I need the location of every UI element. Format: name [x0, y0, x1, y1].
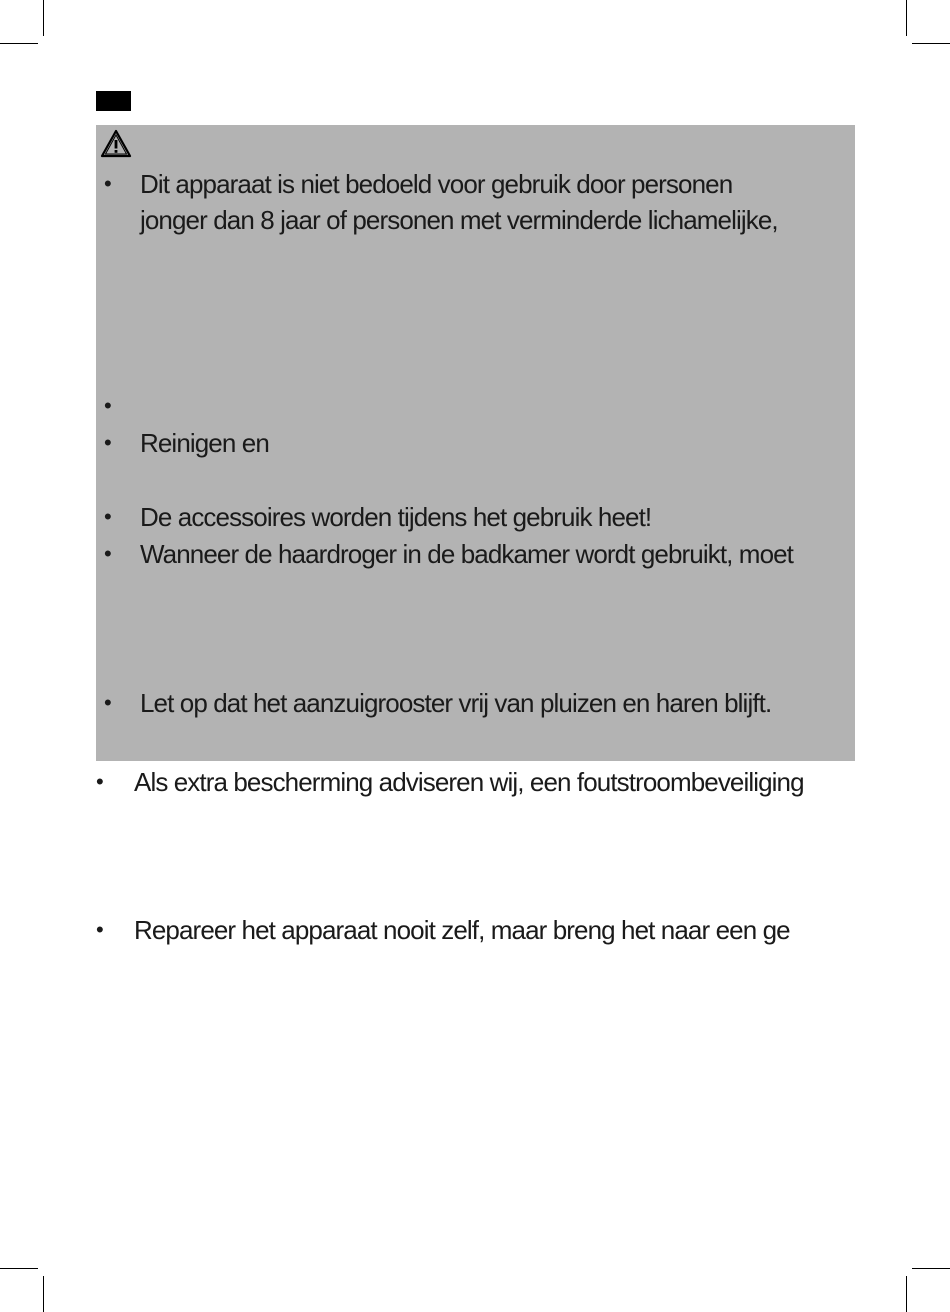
list-item — [140, 425, 269, 461]
bullet: • — [104, 171, 112, 196]
list-item-line: Let op dat het aanzuigrooster vrij van pluizen en haren blijft. — [140, 688, 772, 718]
list-item — [134, 912, 790, 948]
list-item-line: jonger dan 8 jaar of personen met verminderde lichamelijke, — [140, 205, 778, 235]
crop-mark — [0, 43, 38, 44]
bullet: • — [104, 393, 112, 418]
bullet: • — [104, 430, 112, 455]
list-item — [140, 536, 793, 572]
list-item — [140, 685, 771, 721]
bullet: • — [104, 504, 112, 529]
list-item-line: Als extra bescherming adviseren wij, een foutstroombeveiliging — [134, 767, 804, 797]
crop-mark — [906, 0, 907, 36]
crop-mark — [43, 0, 44, 36]
crop-mark — [0, 1268, 38, 1269]
list-item-line: Reinigen en — [140, 428, 269, 458]
bullet: • — [104, 690, 112, 715]
list-item — [140, 499, 651, 535]
list-item — [140, 166, 778, 238]
bullet: • — [96, 769, 104, 794]
language-tab-marker — [96, 91, 131, 111]
list-item — [134, 764, 804, 800]
list-item-line: Dit apparaat is niet bedoeld voor gebruik door personen — [140, 169, 733, 199]
crop-mark — [906, 1276, 907, 1312]
list-item-line: Wanneer de haardroger in de badkamer wordt gebruikt, moet — [140, 539, 794, 569]
crop-mark — [43, 1276, 44, 1312]
bullet: • — [96, 917, 104, 942]
list-item-line: Repareer het apparaat nooit zelf, maar breng het naar een ge — [134, 915, 790, 945]
crop-mark — [912, 1268, 950, 1269]
crop-mark — [912, 43, 950, 44]
bullet: • — [104, 541, 112, 566]
warning-triangle-icon — [100, 129, 132, 159]
list-item-line: De accessoires worden tijdens het gebruik heet! — [140, 502, 652, 532]
